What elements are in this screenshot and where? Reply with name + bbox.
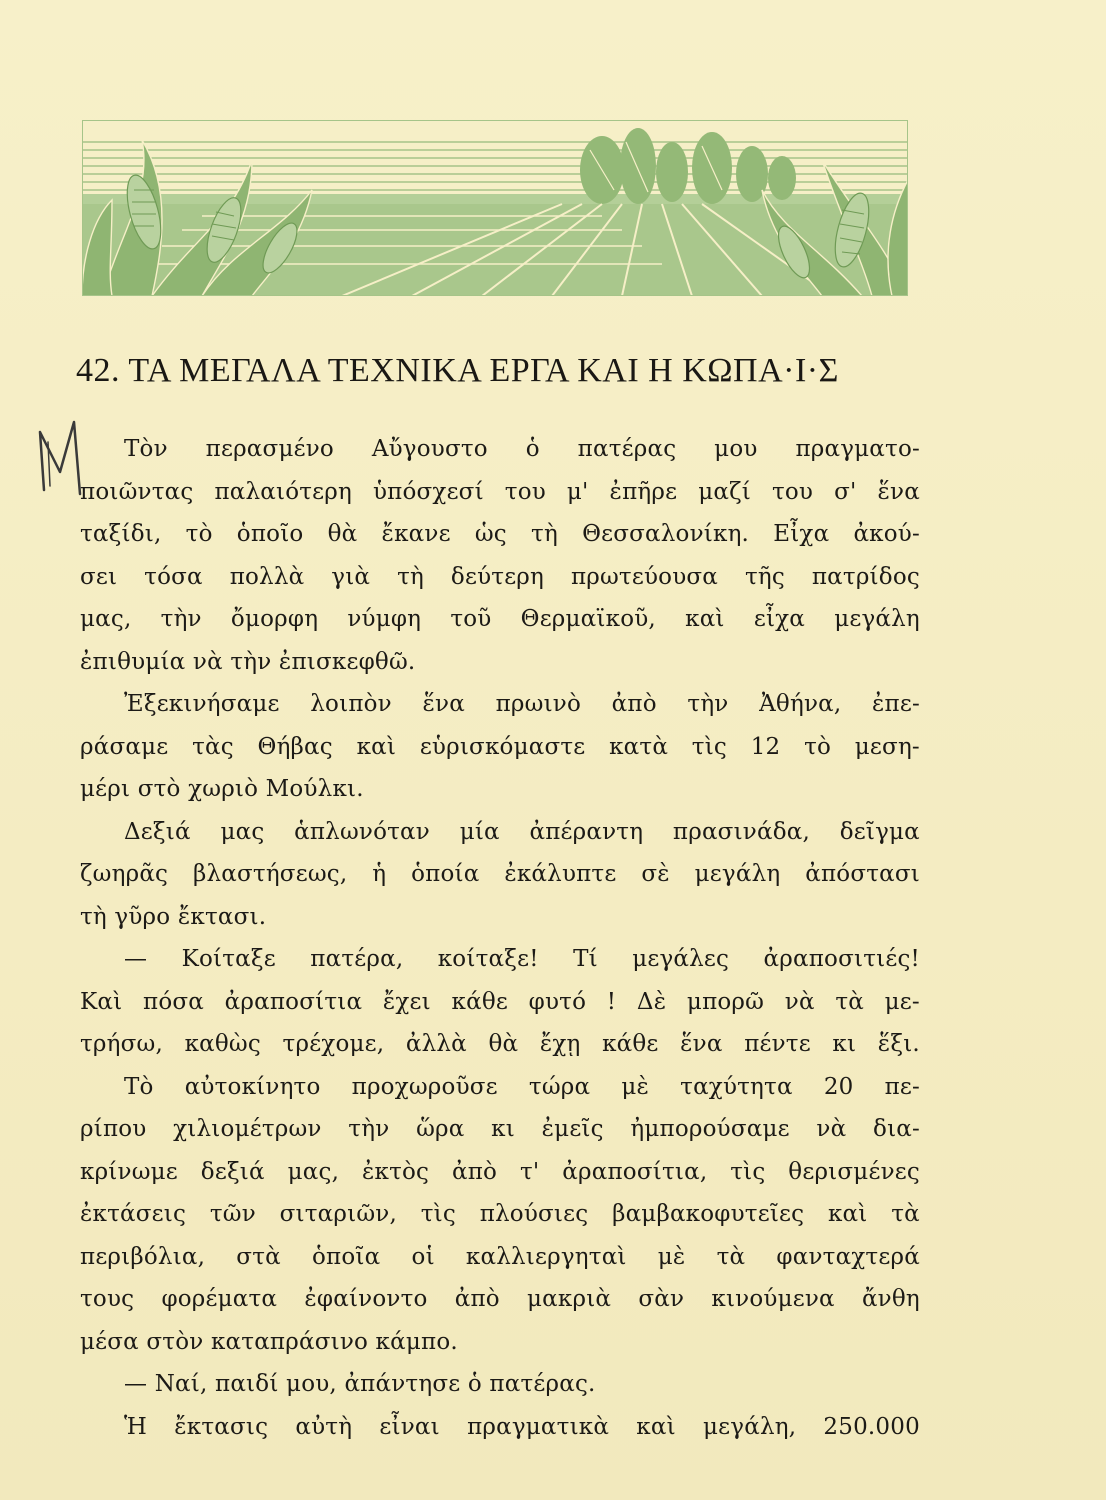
text-line: ρίπου χιλιομέτρων τὴν ὥρα κι ἐμεῖς ἠμπορούσαμε νὰ δια-	[80, 1116, 920, 1142]
text-line: μας, τὴν ὄμορφη νύμφη τοῦ Θερμαϊκοῦ, καὶ εἶχα μεγάλη	[80, 606, 920, 632]
text-line: — Ναί, παιδί μου, ἀπάντησε ὁ πατέρας.	[124, 1371, 596, 1397]
text-line: Ἡ ἔκτασις αὐτὴ εἶναι πραγματικὰ καὶ μεγάλη, 250.000	[124, 1413, 920, 1440]
text-line: τρήσω, καθὼς τρέχομε, ἀλλὰ θὰ ἔχῃ κάθε ἕνα πέντε κι ἕξι.	[80, 1031, 920, 1057]
text-line: ράσαμε τὰς Θήβας καὶ εὑρισκόμαστε κατὰ τὶς 12 τὸ μεση-	[80, 733, 920, 760]
chapter-heading: 42. ΤΑ ΜΕΓΑΛΑ ΤΕΧΝΙΚΑ ΕΡΓΑ ΚΑΙ Η ΚΩΠΑ·Ι·Σ	[76, 352, 839, 389]
text-line: τὴ γῦρο ἔκτασι.	[80, 903, 267, 930]
text-line: τους φορέματα ἐφαίνοντο ἀπὸ μακριὰ σὰν κινούμενα ἄνθη	[80, 1286, 920, 1312]
text-line: ἐκτάσεις τῶν σιταριῶν, τὶς πλούσιες βαμβακοφυτεῖες καὶ τὰ	[80, 1201, 920, 1227]
text-line: Τὸ αὐτοκίνητο προχωροῦσε τώρα μὲ ταχύτητα 20 πε-	[124, 1073, 920, 1100]
text-line: Καὶ πόσα ἀραποσίτια ἔχει κάθε φυτό ! Δὲ μπορῶ νὰ τὰ με-	[80, 988, 920, 1015]
text-line: ζωηρᾶς βλαστήσεως, ἡ ὁποία ἐκάλυπτε σὲ μεγάλη ἀπόστασι	[80, 861, 920, 887]
text-line: — Κοίταξε πατέρα, κοίταξε! Τί μεγάλες ἀραποσιτιές!	[124, 946, 920, 972]
chapter-body-text	[80, 428, 920, 1448]
text-line: Τὸν περασμένο Αὔγουστο ὁ πατέρας μου πραγματο-	[124, 436, 920, 462]
cornfield-illustration	[82, 120, 908, 296]
text-line: Ἐξεκινήσαμε λοιπὸν ἕνα πρωινὸ ἀπὸ τὴν Ἀθήνα, ἐπε-	[124, 691, 920, 717]
text-line: ποιῶντας παλαιότερη ὑπόσχεσί του μ' ἐπῆρε μαζί του σ' ἕνα	[80, 478, 920, 505]
text-line: κρίνωμε δεξιά μας, ἐκτὸς ἀπὸ τ' ἀραποσίτια, τὶς θερισμένες	[80, 1158, 920, 1185]
text-line: σει τόσα πολλὰ γιὰ τὴ δεύτερη πρωτεύουσα τῆς πατρίδος	[80, 563, 920, 590]
text-line: μέρι στὸ χωριὸ Μούλκι.	[80, 776, 364, 802]
text-line: περιβόλια, στὰ ὁποῖα οἱ καλλιεργηταὶ μὲ τὰ φανταχτερά	[80, 1243, 920, 1270]
text-line: ταξίδι, τὸ ὁποῖο θὰ ἔκανε ὡς τὴ Θεσσαλονίκη. Εἶχα ἀκού-	[80, 521, 920, 547]
text-line: Δεξιά μας ἁπλωνόταν μία ἀπέραντη πρασινάδα, δεῖγμα	[124, 818, 920, 845]
text-line: μέσα στὸν καταπράσινο κάμπο.	[80, 1328, 458, 1355]
text-line: ἐπιθυμία νὰ τὴν ἐπισκεφθῶ.	[80, 648, 416, 675]
